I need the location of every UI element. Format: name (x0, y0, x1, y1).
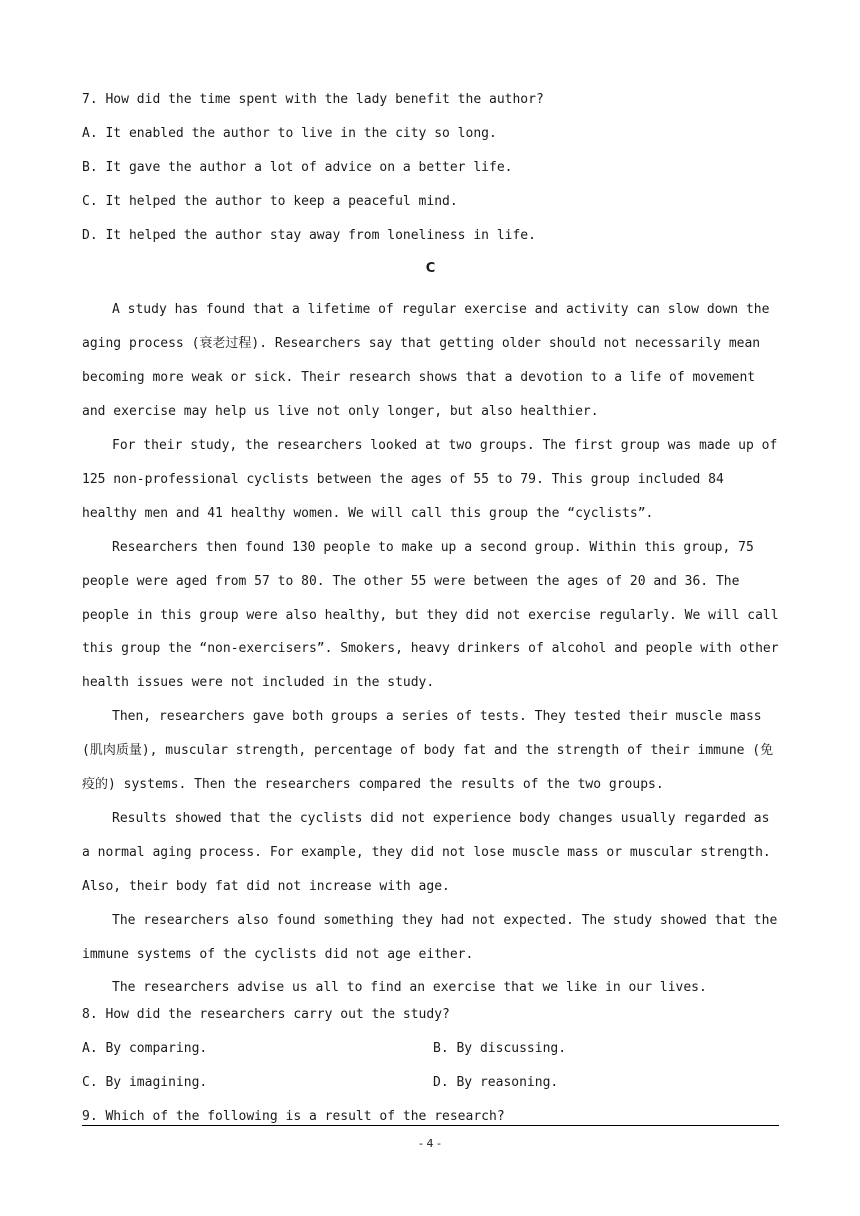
question-7: 7. How did the time spent with the lady benefit the author? (82, 92, 544, 107)
section-label: C (425, 261, 436, 277)
page-number: - 4 - (419, 1137, 441, 1150)
q8-option-c: C. By imagining. (82, 1075, 208, 1091)
q8-options-row-2 (82, 1073, 779, 1107)
footer-divider (82, 1125, 779, 1126)
q7-option-d: D. It helped the author stay away from loneliness in life. (82, 227, 536, 243)
q8-option-d: D. By reasoning. (433, 1075, 559, 1091)
question-9: 9. Which of the following is a result of the research? (82, 1109, 505, 1125)
q8-option-b: B. By discussing. (433, 1041, 567, 1057)
passage-paragraph-6: The researchers also found something they had not expected. The study showed that the immune systems of the cyclists did not age either. (82, 912, 778, 962)
passage-paragraph-1: A study has found that a lifetime of regular exercise and activity can slow down the aging process (衰老过程). Researchers say that getting older should not necessarily mean becoming more weak or sick. Their research shows that a devotion to a life of movement and exercise may help us live not only longer, but also healthier. (82, 302, 770, 420)
q7-option-c: C. It helped the author to keep a peaceful mind. (82, 193, 458, 209)
q8-option-a: A. By comparing. (82, 1041, 208, 1057)
passage-paragraph-3: Researchers then found 130 people to make up a second group. Within this group, 75 people were aged from 57 to 80. The other 55 were between the ages of 20 and 36. The people in this group were also healthy, but they did not exercise regularly. We will call this group the “non-exercisers”. Smokers, heavy drinkers of alcohol and people with other health issues were not included in the study. (82, 539, 779, 691)
q7-option-b: B. It gave the author a lot of advice on a better life. (82, 159, 513, 175)
passage-paragraph-4: Then, researchers gave both groups a series of tests. They tested their muscle mass (肌肉质量), muscular strength, percentage of body fat and the strength of their immune (免疫的) systems. Then the researchers compared the results of the two groups. (82, 709, 774, 793)
q8-options-row-1 (82, 1039, 779, 1073)
passage-paragraph-7: The researchers advise us all to find an exercise that we like in our lives. (112, 980, 707, 996)
q7-option-a: A. It enabled the author to live in the city so long. (82, 125, 497, 141)
passage-paragraph-2: For their study, the researchers looked at two groups. The first group was made up of 125 non-professional cyclists between the ages of 55 to 79. This group included 84 healthy men and 41 healthy women. We will call this group the “cyclists”. (82, 437, 778, 521)
passage-paragraph-5: Results showed that the cyclists did not experience body changes usually regarded as a normal aging process. For example, they did not lose muscle mass or muscular strength. Also, their body fat did not increase with age. (82, 810, 771, 894)
page-content (82, 90, 779, 1141)
question-8: 8. How did the researchers carry out the study? (82, 1007, 450, 1023)
